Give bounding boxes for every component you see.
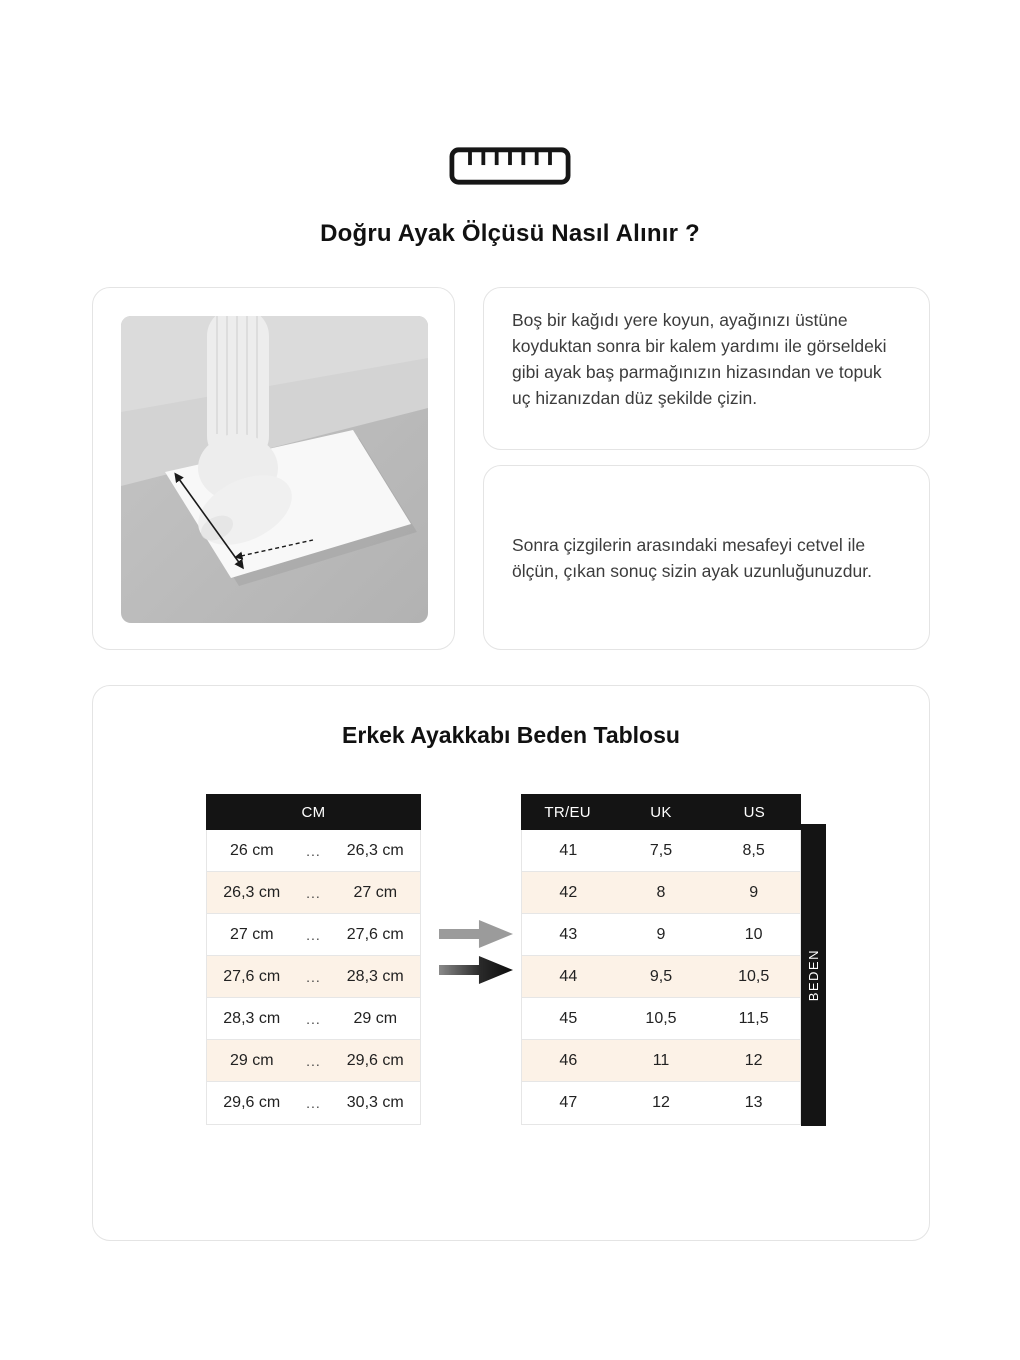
- range-dots: ...: [306, 884, 321, 901]
- ruler-icon: [0, 146, 1020, 186]
- cm-table-header: CM: [206, 794, 421, 830]
- table-row: [207, 998, 420, 1040]
- range-dots: ...: [306, 926, 321, 943]
- cm-range-end: 26,3 cm: [346, 841, 404, 859]
- range-dots: ...: [306, 842, 321, 859]
- size-us: 10,5: [738, 967, 770, 985]
- table-row: [522, 914, 800, 956]
- foot-measurement-photo-card: [92, 287, 455, 650]
- arrow-right-gray-icon: [439, 920, 513, 948]
- foot-on-paper-photo: [121, 316, 428, 623]
- size-uk: 9: [656, 925, 666, 943]
- cm-range-start: 28,3 cm: [223, 1009, 281, 1027]
- size-tr-eu: 46: [559, 1051, 578, 1069]
- cm-table-body: [206, 830, 421, 1125]
- size-tr-eu: 47: [559, 1094, 578, 1111]
- page-title: Doğru Ayak Ölçüsü Nasıl Alınır ?: [320, 220, 700, 247]
- cm-range-start: 26,3 cm: [223, 883, 281, 901]
- size-us: 11,5: [738, 1009, 769, 1027]
- instruction-card-1: [483, 287, 930, 450]
- size-table-body: [521, 830, 801, 1125]
- size-us: 10: [744, 925, 763, 943]
- cm-range-start: 27 cm: [229, 925, 274, 943]
- size-us: 9: [749, 883, 759, 901]
- table-row: [207, 872, 420, 914]
- size-uk: 8: [656, 883, 666, 901]
- conversion-arrows-icon: [439, 920, 515, 984]
- cm-range-end: 27 cm: [353, 883, 398, 901]
- table-row: [522, 872, 800, 914]
- table-row: [522, 956, 800, 998]
- cm-range-end: 28,3 cm: [346, 967, 404, 985]
- instruction-step-1: Boş bir kağıdı yere koyun, ayağınızı üstüne koyduktan sonra bir kalem yardımı ile görseldeki gibi ayak baş parmağınızın hizasından ve topuk uç hizanızdan düz şekilde çizin.: [512, 310, 887, 408]
- size-table-header-row: [521, 794, 801, 830]
- size-uk: 11: [652, 1051, 670, 1069]
- cm-range-end: 29,6 cm: [346, 1051, 404, 1069]
- beden-side-label: [801, 824, 826, 1126]
- cm-table: [206, 794, 421, 1125]
- size-table-title: Erkek Ayakkabı Beden Tablosu: [342, 722, 680, 748]
- size-us: 12: [744, 1051, 763, 1069]
- table-row: [207, 830, 420, 872]
- table-row: [207, 914, 420, 956]
- instruction-card-2: [483, 465, 930, 650]
- size-tr-eu: 41: [559, 841, 578, 859]
- cm-range-start: 26 cm: [229, 841, 274, 859]
- size-us: 13: [744, 1094, 763, 1111]
- table-row: [207, 956, 420, 998]
- size-us: 8,5: [742, 841, 765, 859]
- table-row: [522, 998, 800, 1040]
- range-dots: ...: [306, 1095, 321, 1111]
- cm-range-end: 30,3 cm: [346, 1094, 404, 1111]
- table-row: [522, 1040, 800, 1082]
- cm-range-start: 29,6 cm: [223, 1094, 281, 1111]
- table-row: [207, 1040, 420, 1082]
- table-row: [207, 1082, 420, 1124]
- beden-label-text: BEDEN: [806, 948, 821, 1002]
- arrow-right-black-icon: [439, 956, 513, 984]
- size-uk: 10,5: [645, 1009, 677, 1027]
- table-row: [522, 830, 800, 872]
- table-row: [522, 1082, 800, 1124]
- size-tr-eu: 45: [559, 1009, 578, 1027]
- size-uk: 9,5: [649, 967, 673, 985]
- size-uk: 12: [652, 1094, 670, 1111]
- range-dots: ...: [306, 968, 321, 985]
- cm-range-start: 29 cm: [229, 1051, 274, 1069]
- size-tr-eu: 44: [559, 967, 578, 985]
- header-us: US: [743, 803, 766, 821]
- instruction-step-2: Sonra çizgilerin arasındaki mesafeyi cetvel ile ölçün, çıkan sonuç sizin ayak uzunluğunuzdur.: [512, 534, 872, 581]
- size-table-card: [92, 685, 930, 1241]
- cm-range-start: 27,6 cm: [223, 967, 281, 985]
- size-conversion-table: [521, 794, 801, 1125]
- size-tr-eu: 43: [559, 925, 578, 943]
- header-uk: UK: [650, 803, 672, 821]
- cm-range-end: 29 cm: [353, 1009, 398, 1027]
- cm-range-end: 27,6 cm: [346, 925, 404, 943]
- size-tr-eu: 42: [559, 883, 578, 901]
- size-uk: 7,5: [649, 841, 673, 859]
- header-tr-eu: TR/EU: [544, 803, 591, 821]
- range-dots: ...: [306, 1052, 321, 1069]
- range-dots: ...: [306, 1010, 321, 1027]
